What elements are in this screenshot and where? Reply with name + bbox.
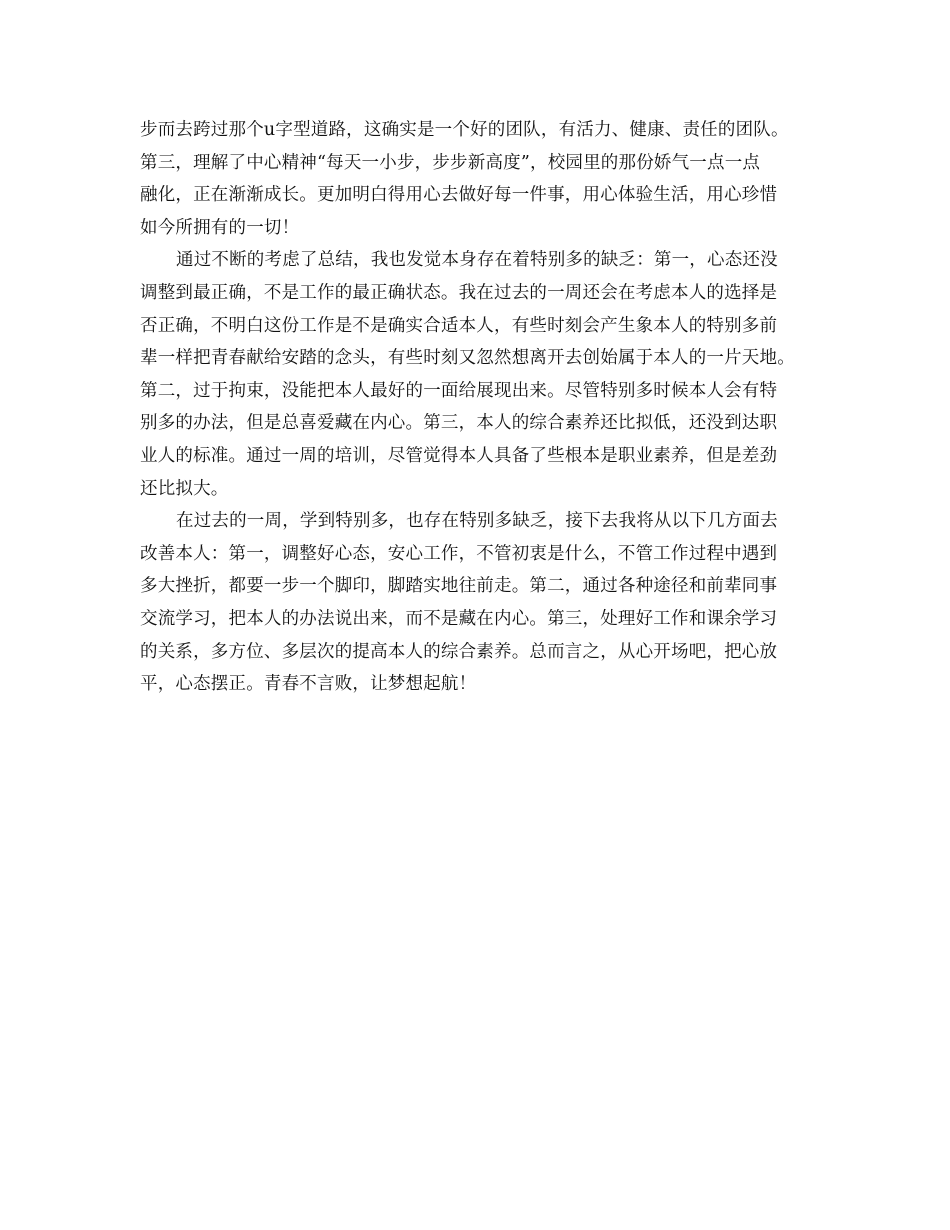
text-line: 调整到最正确，不是工作的最正确状态。我在过去的一周还会在考虑本人的选择是 [140,282,778,303]
text-line: 步而去跨过那个u字型道路，这确实是一个好的团队，有活力、健康、责任的团队。 [140,120,789,140]
paragraph-first-line: 在过去的一周，学到特别多，也存在特别多缺乏，接下去我将从以下几方面去 [176,511,778,532]
text-line: 交流学习，把本人的办法说出来，而不是藏在内心。第三，处理好工作和课余学习 [140,608,778,629]
text-line: 的关系，多方位、多层次的提高本人的综合素养。总而言之，从心开场吧，把心放 [140,641,778,662]
text-line: 业人的标准。通过一周的培训，尽管觉得本人具备了些根本是职业素养，但是差劲 [140,445,778,466]
body-text [140,114,840,701]
paragraph-first-line: 通过不断的考虑了总结，我也发觉本身存在着特别多的缺乏：第一，心态还没 [176,250,778,271]
text-line: 平，心态摆正。青春不言败，让梦想起航！ [140,674,477,695]
text-line: 融化，正在渐渐成长。更加明白得用心去做好每一件事，用心体验生活，用心珍惜 [140,185,778,206]
text-line: 还比拟大。 [140,478,229,499]
text-line: 改善本人：第一，调整好心态，安心工作，不管初衷是什么，不管工作过程中遇到 [140,543,778,564]
text-line: 别多的办法，但是总喜爱藏在内心。第三，本人的综合素养还比拟低，还没到达职 [140,413,778,434]
text-line: 多大挫折，都要一步一个脚印，脚踏实地往前走。第二，通过各种途径和前辈同事 [140,576,778,597]
text-line: 如今所拥有的一切！ [140,217,300,238]
text-line: 第三，理解了中心精神“每天一小步，步步新高度”，校园里的那份娇气一点一点 [140,152,761,173]
text-line: 辈一样把青春献给安踏的念头，有些时刻又忽然想离开去创始属于本人的一片天地。 [140,348,795,369]
text-line: 第二，过于拘束，没能把本人最好的一面给展现出来。尽管特别多时候本人会有特 [140,380,778,401]
text-line: 否正确，不明白这份工作是不是确实合适本人，有些时刻会产生象本人的特别多前 [140,315,778,336]
